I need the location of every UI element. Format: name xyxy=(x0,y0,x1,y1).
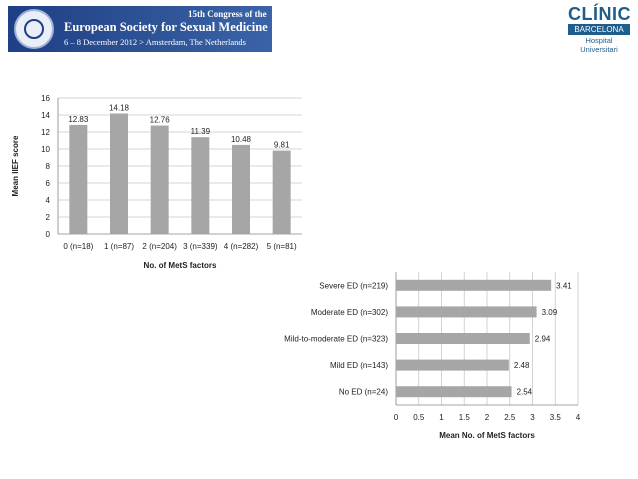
y-tick-label: No ED (n=24) xyxy=(338,387,388,397)
x-tick-label: 3 (n=339) xyxy=(183,242,218,251)
y-tick-label: 6 xyxy=(45,179,50,188)
y-tick-label: 14 xyxy=(41,111,50,120)
bar-value-label: 14.18 xyxy=(108,103,130,113)
bar-value-label: 12.76 xyxy=(149,115,170,125)
y-tick-label: 2 xyxy=(45,213,50,222)
bar-value-label: 2.54 xyxy=(516,387,533,397)
x-tick-label: 4 xyxy=(575,413,581,422)
bar-value-label: 10.48 xyxy=(230,134,252,144)
y-tick-label: Severe ED (n=219) xyxy=(319,281,388,291)
bar-value-label: 3.41 xyxy=(556,281,572,291)
y-tick-label: 10 xyxy=(41,145,50,154)
y-tick-label: 0 xyxy=(45,230,50,239)
bar xyxy=(396,280,551,291)
congress-society: European Society for Sexual Medicine xyxy=(64,20,268,34)
x-tick-label: 3 xyxy=(530,413,535,422)
bar-value-label: 2.94 xyxy=(534,334,551,344)
bar xyxy=(396,306,537,317)
x-tick-label: 4 (n=282) xyxy=(223,242,259,251)
y-axis-title: Mean IIEF score xyxy=(11,135,20,197)
x-tick-label: 0 xyxy=(393,413,399,422)
x-tick-label: 2.5 xyxy=(504,413,516,422)
y-tick-label: 16 xyxy=(41,94,50,103)
bar-value-label: 12.83 xyxy=(68,114,89,124)
y-tick-label: Moderate ED (n=302) xyxy=(310,307,388,317)
x-tick-label: 0.5 xyxy=(413,413,425,422)
x-tick-label: 1 (n=87) xyxy=(103,242,135,251)
bar xyxy=(396,360,509,371)
bar xyxy=(396,333,530,344)
congress-dates: 6 – 8 December 2012 > Amsterdam, The Netherlands xyxy=(64,37,246,47)
y-tick-label: 4 xyxy=(45,196,50,205)
clinic-logo-city: BARCELONA xyxy=(568,24,630,35)
x-tick-label: 1.5 xyxy=(458,413,470,422)
bar-value-label: 2.48 xyxy=(513,361,530,371)
x-tick-label: 5 (n=81) xyxy=(266,242,297,251)
x-tick-label: 3.5 xyxy=(549,413,561,422)
x-tick-label: 1 xyxy=(439,413,444,422)
bar-value-label: 9.81 xyxy=(273,140,290,150)
clinic-logo-hospital: Hospital Universitari xyxy=(580,36,618,54)
bar-value-label: 11.39 xyxy=(190,127,211,137)
x-tick-label: 2 (n=204) xyxy=(142,242,177,251)
x-axis-title: Mean No. of MetS factors xyxy=(439,431,535,440)
y-tick-label: Mild ED (n=143) xyxy=(329,361,388,371)
x-tick-label: 0 (n=18) xyxy=(63,242,94,251)
x-axis-title: No. of MetS factors xyxy=(143,261,217,270)
bar xyxy=(396,386,512,397)
congress-edition: 15th Congress of the xyxy=(188,9,267,19)
clinic-logo-name: CLÍNIC xyxy=(568,4,631,24)
y-tick-label: 8 xyxy=(45,162,50,171)
y-tick-label: 12 xyxy=(41,128,50,137)
y-tick-label: Mild-to-moderate ED (n=323) xyxy=(284,334,388,344)
bar-value-label: 3.09 xyxy=(541,307,558,317)
x-tick-label: 2 xyxy=(484,413,490,422)
